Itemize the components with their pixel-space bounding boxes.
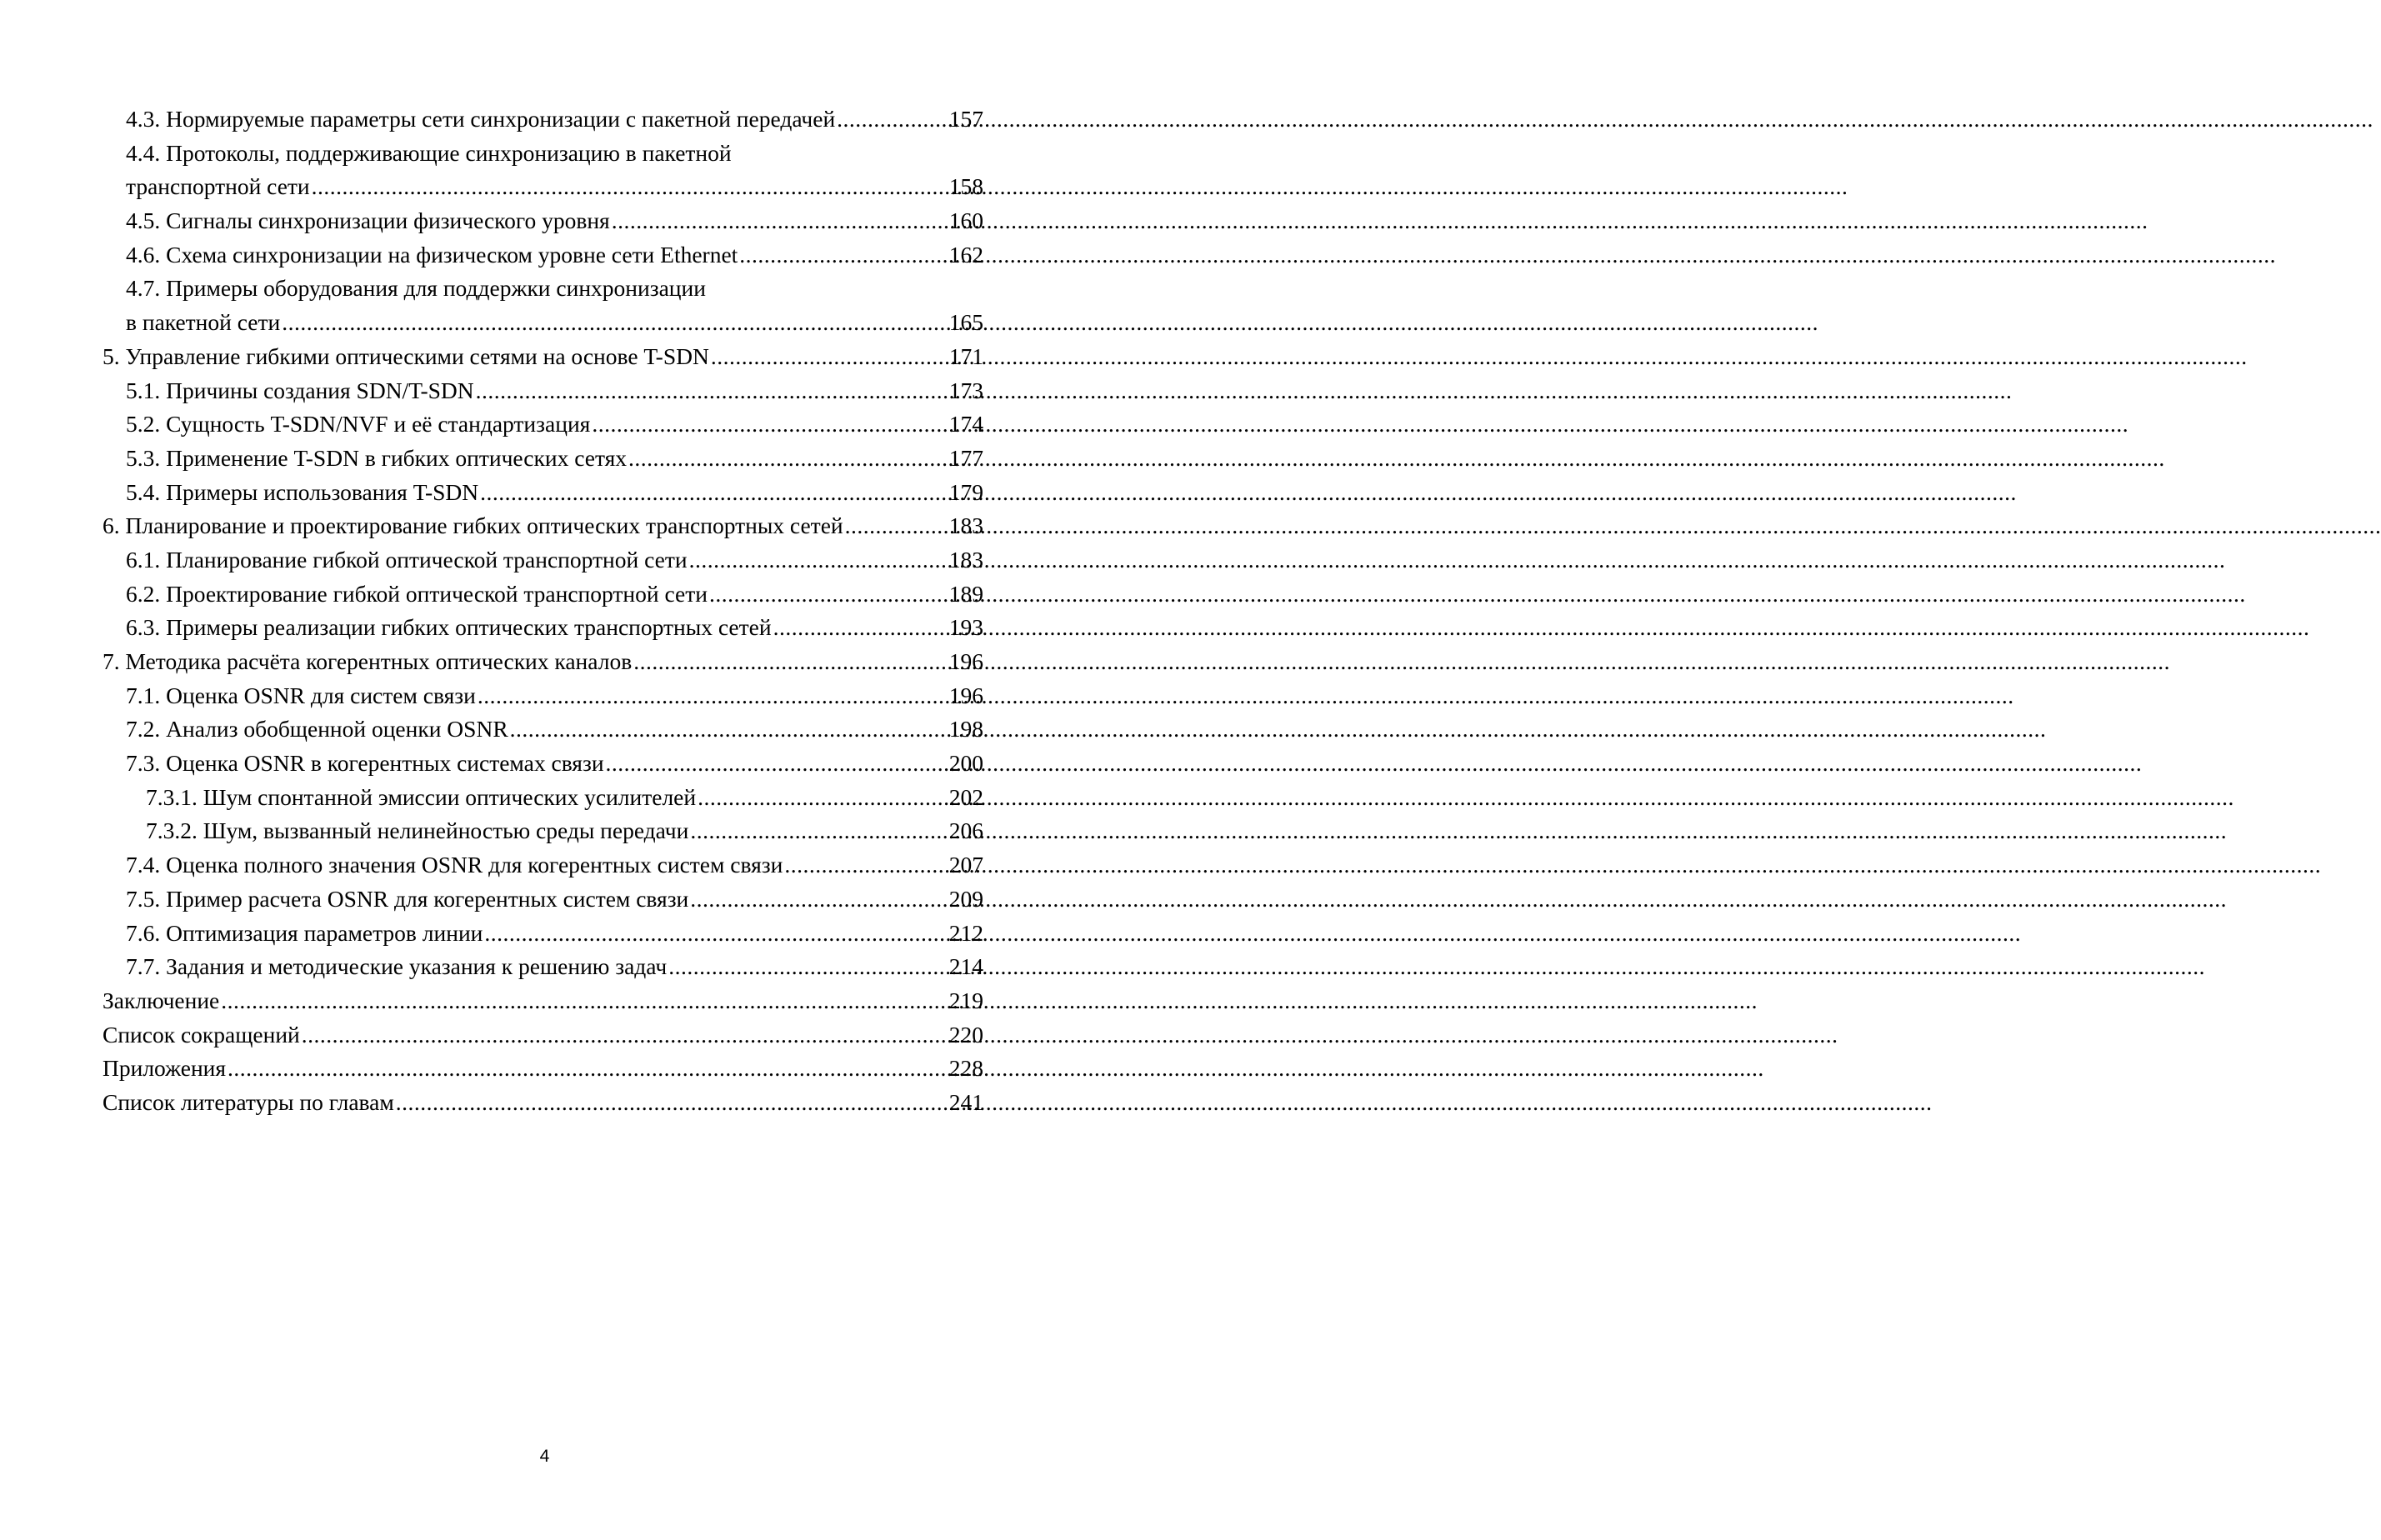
toc-entry-page: 220 <box>948 1021 983 1048</box>
toc-dot-leader <box>628 442 946 476</box>
toc-entry-title: Список сокращений <box>103 1021 300 1048</box>
toc-entry-title: 6. Планирование и проектирование гибких оптических транспортных сетей <box>103 512 843 539</box>
toc-entry-title: 7. Методика расчёта когерентных оптических каналов <box>103 648 633 674</box>
toc-entry-page: 179 <box>948 478 983 505</box>
toc-dot-leader <box>228 1052 946 1086</box>
toc-dot-leader <box>302 1018 946 1052</box>
toc-entry <box>103 306 983 340</box>
toc-dot-leader <box>396 1086 946 1120</box>
toc-entry-title: 4.7. Примеры оборудования для поддержки синхронизации <box>126 275 706 302</box>
toc-entry-page: 207 <box>948 852 983 878</box>
toc-entry <box>103 679 983 713</box>
toc-entry <box>103 137 983 171</box>
toc-entry <box>103 238 983 272</box>
toc-entry-page: 162 <box>948 241 983 268</box>
toc-entry <box>103 509 983 543</box>
toc-entry-title: 4.6. Схема синхронизации на физическом уровне сети Ethernet <box>126 241 738 268</box>
toc-entry-title: 5.1. Причины создания SDN/T-SDN <box>126 377 474 403</box>
toc-entry-title: 7.2. Анализ обобщенной оценки OSNR <box>126 716 508 742</box>
toc-entry <box>103 374 983 408</box>
toc-entry-page: 219 <box>948 987 983 1013</box>
toc-entry <box>103 917 983 951</box>
toc-entry-title: 7.3. Оценка OSNR в когерентных системах связи <box>126 750 604 777</box>
toc-entry <box>103 102 983 137</box>
toc-entry <box>103 170 983 204</box>
toc-entry-page: 183 <box>948 512 983 539</box>
toc-entry-page: 200 <box>948 750 983 777</box>
toc-dot-leader <box>698 781 946 815</box>
toc-dot-leader <box>612 204 946 238</box>
toc-entry <box>103 645 983 679</box>
toc-dot-leader <box>845 509 946 543</box>
toc-entry-page: 209 <box>948 885 983 912</box>
toc-entry-page: 214 <box>948 953 983 980</box>
toc-dot-leader <box>690 814 945 848</box>
toc-entry-page: 157 <box>948 106 983 132</box>
toc-entry-page: 174 <box>948 411 983 438</box>
toc-entry-page: 177 <box>948 444 983 471</box>
toc-entry-title: Список литературы по главам <box>103 1088 394 1115</box>
toc-entry <box>103 578 983 612</box>
toc-entry-title: 7.1. Оценка OSNR для систем связи <box>126 682 476 708</box>
toc-entry-title: 7.6. Оптимизация параметров линии <box>126 919 483 946</box>
toc-dot-leader <box>592 408 945 442</box>
toc-entry-page: 241 <box>948 1088 983 1115</box>
toc-entry-title: 5. Управление гибкими оптическими сетями на основе T-SDN <box>103 342 709 369</box>
toc-dot-leader <box>606 747 946 781</box>
document-page <box>0 0 1089 1540</box>
toc-entry <box>103 950 983 984</box>
toc-entry-page: 196 <box>948 648 983 674</box>
toc-entry-title: 6.3. Примеры реализации гибких оптических транспортных сетей <box>126 614 772 641</box>
toc-entry-title: 7.3.1. Шум спонтанной эмиссии оптических усилителей <box>146 783 697 810</box>
toc-entry-page: 183 <box>948 546 983 572</box>
toc-entry-title: 6.1. Планирование гибкой оптической транспортной сети <box>126 546 688 572</box>
toc-entry-page: 160 <box>948 208 983 234</box>
toc-entry <box>103 747 983 781</box>
toc-entry-page: 196 <box>948 682 983 708</box>
toc-dot-leader <box>689 543 946 578</box>
toc-entry-page: 212 <box>948 919 983 946</box>
toc-entry <box>103 204 983 238</box>
toc-entry-title: 6.2. Проектирование гибкой оптической транспортной сети <box>126 580 708 607</box>
toc-entry <box>103 1018 983 1052</box>
toc-entry-title: Приложения <box>103 1055 227 1082</box>
toc-entry-page: 198 <box>948 716 983 742</box>
toc-dot-leader <box>484 917 945 951</box>
toc-entry <box>103 814 983 848</box>
toc-entry-title: 5.4. Примеры использования T-SDN <box>126 478 479 505</box>
toc-dot-leader <box>773 611 946 645</box>
toc-dot-leader <box>690 882 945 917</box>
toc-entry-title: в пакетной сети <box>126 309 281 336</box>
toc-dot-leader <box>633 645 946 679</box>
toc-entry-title: 7.3.2. Шум, вызванный нелинейностью среды передачи <box>146 818 689 844</box>
toc-dot-leader <box>837 102 946 137</box>
toc-entry-page: 158 <box>948 173 983 200</box>
toc-dot-leader <box>784 848 945 882</box>
toc-dot-leader <box>478 679 946 713</box>
toc-entry-title: Заключение <box>103 987 220 1013</box>
toc-entry <box>103 781 983 815</box>
table-of-contents <box>103 102 983 1120</box>
toc-dot-leader <box>312 170 946 204</box>
toc-dot-leader <box>668 950 946 984</box>
toc-entry-page: 202 <box>948 783 983 810</box>
toc-dot-leader <box>709 578 946 612</box>
toc-entry <box>103 543 983 578</box>
toc-entry <box>103 408 983 442</box>
toc-entry <box>103 611 983 645</box>
toc-entry <box>103 442 983 476</box>
toc-entry <box>103 712 983 747</box>
toc-entry-page: 173 <box>948 377 983 403</box>
toc-entry <box>103 1086 983 1120</box>
toc-dot-leader <box>476 374 946 408</box>
toc-entry-page: 228 <box>948 1055 983 1082</box>
toc-entry-page: 189 <box>948 580 983 607</box>
toc-dot-leader <box>480 476 946 510</box>
toc-entry-title: 7.7. Задания и методические указания к решению задач <box>126 953 668 980</box>
toc-entry <box>103 272 983 306</box>
toc-entry <box>103 882 983 917</box>
toc-dot-leader <box>221 984 946 1018</box>
toc-entry-page: 165 <box>948 309 983 336</box>
toc-entry-title: 4.3. Нормируемые параметры сети синхронизации с пакетной передачей <box>126 106 836 132</box>
toc-entry-page: 171 <box>948 342 983 369</box>
toc-entry-title: 5.3. Применение T-SDN в гибких оптических сетях <box>126 444 627 471</box>
toc-entry-title: 4.5. Сигналы синхронизации физического уровня <box>126 208 610 234</box>
page-number: 4 <box>539 1447 550 1466</box>
toc-entry-title: 5.2. Сущность T-SDN/NVF и её стандартизация <box>126 411 591 438</box>
toc-entry <box>103 848 983 882</box>
toc-entry <box>103 476 983 510</box>
toc-dot-leader <box>739 238 945 272</box>
toc-entry-title: 7.5. Пример расчета OSNR для когерентных систем связи <box>126 885 689 912</box>
toc-entry-title: транспортной сети <box>126 173 310 200</box>
toc-entry <box>103 340 983 374</box>
toc-entry-page: 193 <box>948 614 983 641</box>
toc-dot-leader <box>282 306 946 340</box>
toc-entry <box>103 1052 983 1086</box>
toc-entry <box>103 984 983 1018</box>
toc-dot-leader <box>510 712 946 747</box>
toc-dot-leader <box>711 340 946 374</box>
toc-entry-title: 4.4. Протоколы, поддерживающие синхронизацию в пакетной <box>126 139 732 166</box>
toc-entry-title: 7.4. Оценка полного значения OSNR для когерентных систем связи <box>126 852 783 878</box>
toc-entry-page: 206 <box>948 818 983 844</box>
